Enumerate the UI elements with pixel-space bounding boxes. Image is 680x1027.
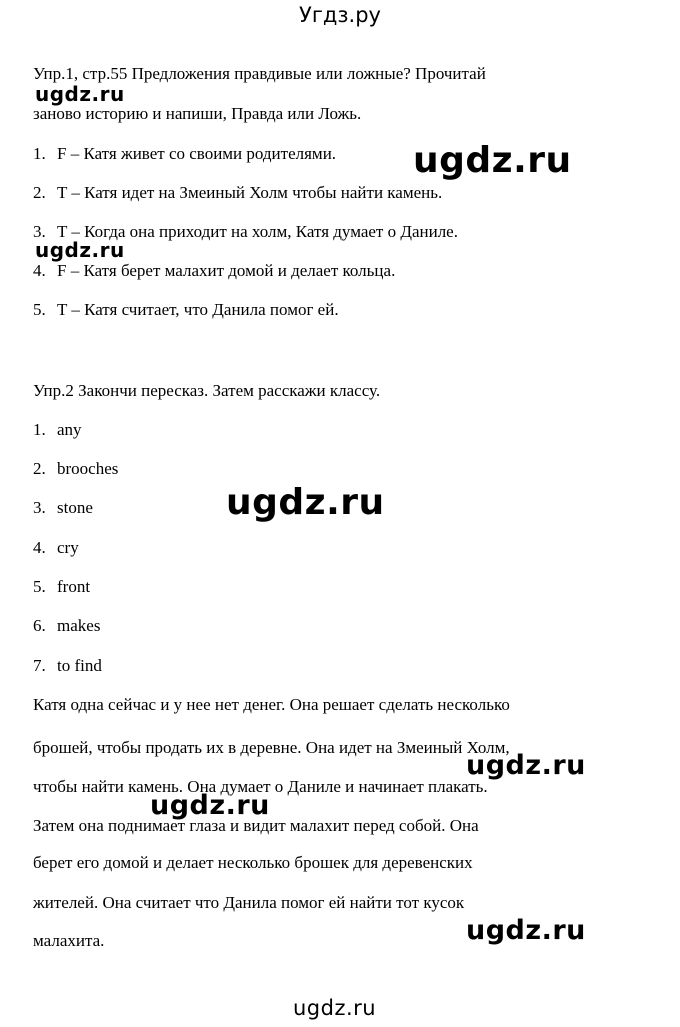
exercise1-item — [33, 299, 339, 321]
paragraph-line: Катя одна сейчас и у нее нет денег. Она решает сделать несколько — [33, 695, 510, 714]
item-text: T – Когда она приходит на холм, Катя думает о Даниле. — [57, 222, 458, 241]
exercise1-heading-line2: заново историю и напиши, Правда или Ложь. — [33, 104, 362, 123]
item-text: makes — [57, 616, 101, 635]
exercise1-heading-line1: Упр.1, стр.55 Предложения правдивые или ложные? Прочитай — [33, 64, 486, 83]
item-text: any — [57, 420, 82, 439]
watermark-logo: ugdz.ru — [150, 790, 270, 821]
item-number: 3. — [33, 222, 46, 241]
exercise2-item — [33, 655, 102, 677]
item-number: 6. — [33, 616, 46, 635]
watermark-logo: ugdz.ru — [466, 750, 586, 781]
item-number: 2. — [33, 459, 46, 478]
watermark-logo: ugdz.ru — [413, 140, 572, 181]
exercise2-item — [33, 419, 82, 441]
item-text: front — [57, 577, 91, 596]
item-text: brooches — [57, 459, 119, 478]
exercise2-item — [33, 576, 90, 598]
item-number: 3. — [33, 498, 46, 517]
item-number: 4. — [33, 538, 46, 557]
exercise2-item — [33, 458, 118, 480]
exercise2-heading: Упр.2 Закончи пересказ. Затем расскажи классу. — [33, 381, 381, 400]
page-title: Угдз.ру — [299, 3, 381, 27]
paragraph-line: Затем она поднимает глаза и видит малахит перед собой. Она — [33, 816, 479, 835]
item-text: T – Катя идет на Змеиный Холм чтобы найти камень. — [57, 183, 443, 202]
exercise2-item — [33, 497, 93, 519]
watermark-logo: ugdz.ru — [466, 915, 586, 946]
item-text: stone — [57, 498, 93, 517]
paragraph-line: брошей, чтобы продать их в деревне. Она идет на Змеиный Холм, — [33, 738, 510, 757]
item-text: F – Катя живет со своими родителями. — [57, 144, 337, 163]
item-number: 1. — [33, 420, 46, 439]
watermark-logo: ugdz.ru — [226, 482, 385, 523]
item-text: T – Катя считает, что Данила помог ей. — [57, 300, 339, 319]
item-text: cry — [57, 538, 79, 557]
exercise2-item — [33, 537, 79, 559]
item-text: to find — [57, 656, 102, 675]
paragraph-line: жителей. Она считает что Данила помог ей найти тот кусок — [33, 893, 465, 912]
item-number: 5. — [33, 577, 46, 596]
watermark-logo: ugdz.ru — [35, 238, 125, 262]
paragraph-line: малахита. — [33, 931, 105, 950]
watermark-logo: ugdz.ru — [35, 82, 125, 106]
exercise1-item — [33, 260, 395, 282]
exercise1-item — [33, 143, 336, 165]
paragraph-line: берет его домой и делает несколько брошек для деревенских — [33, 853, 473, 872]
item-number: 1. — [33, 144, 46, 163]
item-number: 7. — [33, 656, 46, 675]
exercise1-item — [33, 182, 442, 204]
item-text: F – Катя берет малахит домой и делает кольца. — [57, 261, 396, 280]
item-number: 4. — [33, 261, 46, 280]
footer-watermark: ugdz.ru — [293, 996, 377, 1020]
item-number: 5. — [33, 300, 46, 319]
paragraph-line: чтобы найти камень. Она думает о Даниле и начинает плакать. — [33, 777, 488, 796]
item-number: 2. — [33, 183, 46, 202]
exercise2-item — [33, 615, 100, 637]
